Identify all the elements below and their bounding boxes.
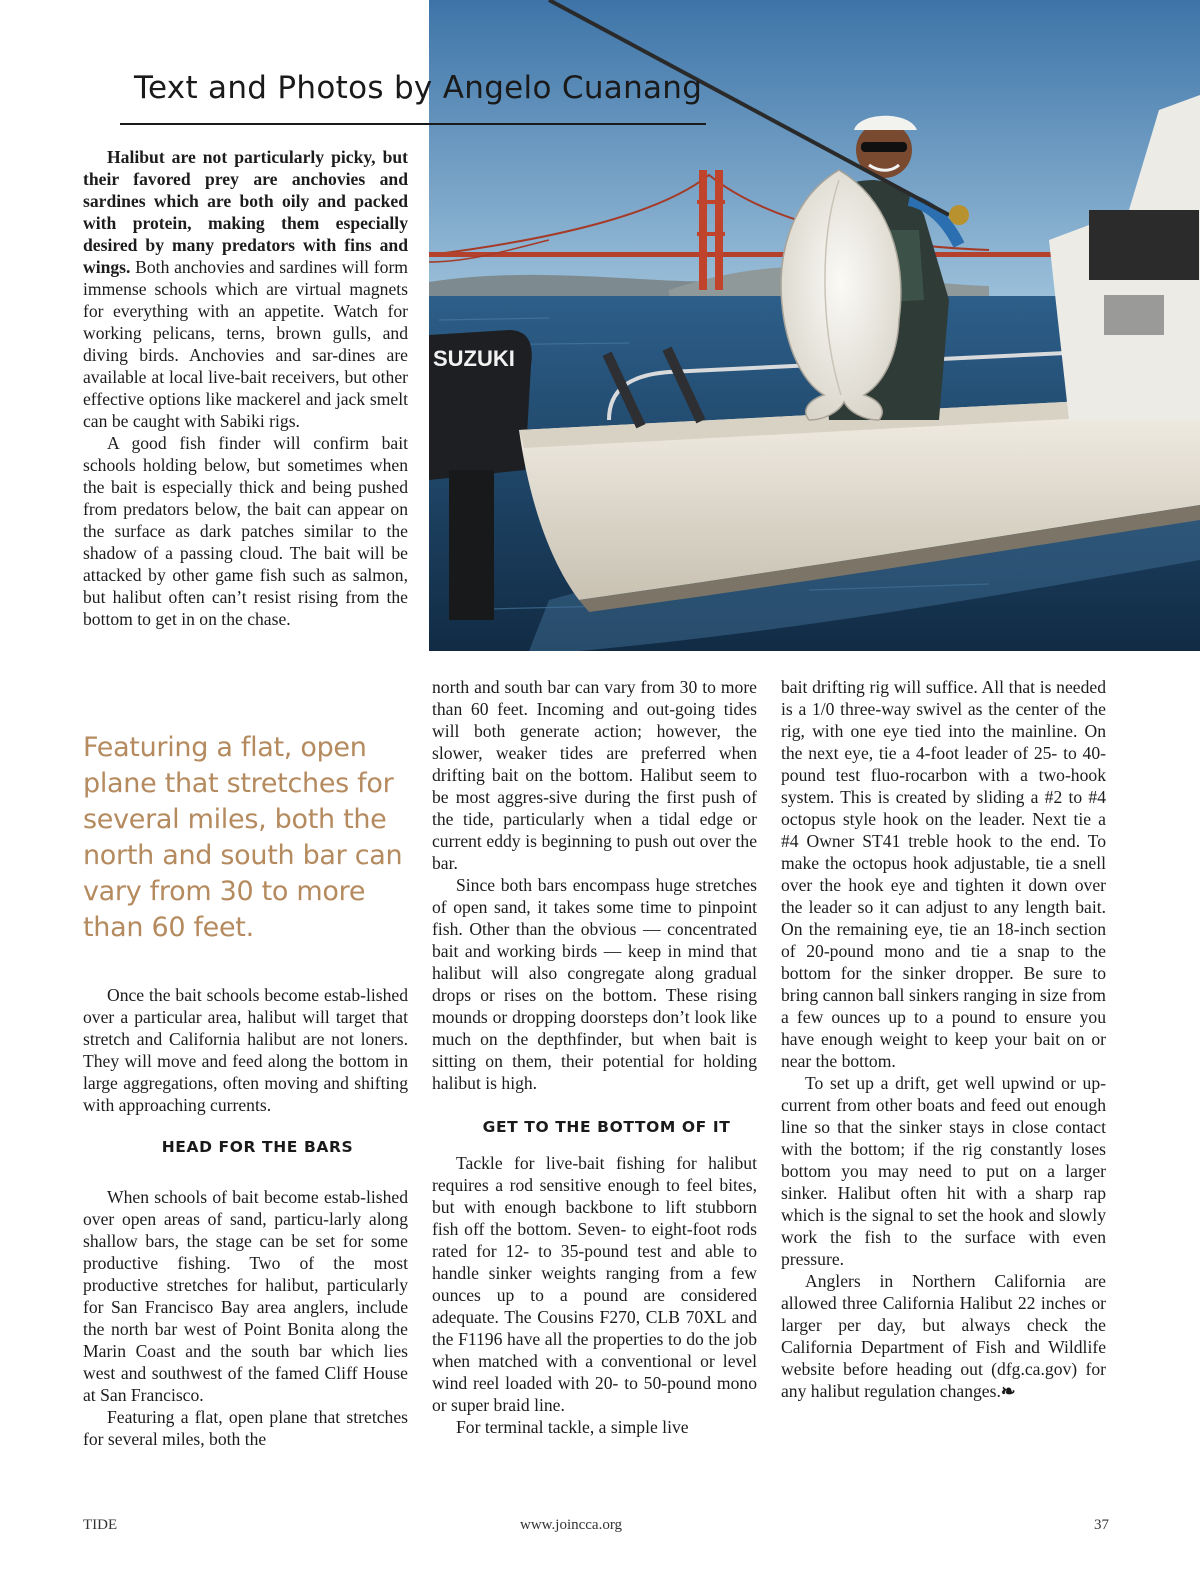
- subhead-get-to-the-bottom: GET TO THE BOTTOM OF IT: [482, 1118, 731, 1136]
- byline: Text and Photos by Angelo Cuanang: [134, 70, 703, 106]
- footer-magazine-name: TIDE: [83, 1517, 118, 1533]
- lead-bold-text: Halibut are not particularly picky, but their favored prey are anchovies and sardines which are both oily and packed with protein, making them especially desired by many predators with fins and wings.: [83, 147, 408, 277]
- col2-paragraph-4: For terminal tackle, a simple live: [456, 1417, 689, 1437]
- lead-paragraph: [83, 146, 408, 432]
- pull-quote: Featuring a flat, open plane that stretches for several miles, both the north and south bar can vary from 30 to more than 60 feet.: [83, 732, 403, 943]
- footer-website: www.joincca.org: [520, 1517, 623, 1533]
- byline-rule: [120, 123, 706, 125]
- col3-paragraph-2: To set up a drift, get well upwind or up-current from other boats and feed out enough line so that the sinker stays in close contact with the bottom; if the rig constantly loses bottom you may need to put on a larger sinker. Halibut often hit with a sharp rap which is the signal to set the hook and slowly work the fish to the surface with even pressure.: [781, 1073, 1106, 1269]
- column-2: [432, 676, 757, 1438]
- col3-paragraph-3-text: Anglers in Northern California are allowed three California Halibut 22 inches or larger per day, but always check the California Department of Fish and Wildlife website before heading out (dfg.ca.gov) for any halibut regulation changes.: [781, 1271, 1106, 1401]
- col1-paragraph-3: Once the bait schools become estab-lished over a particular area, halibut will target that stretch and California halibut are not loners. They will move and feed along the bottom in large aggregations, often moving and shifting with approaching currents.: [83, 985, 408, 1115]
- column-3: [781, 676, 1106, 1402]
- outboard-brand-label: SUZUKI: [433, 346, 515, 371]
- footer-page-number: 37: [1094, 1517, 1109, 1533]
- col1-paragraph-2: A good fish finder will confirm bait schools holding below, but sometimes when the bait is especially thick and being pushed from predators below, the bait can appear on the surface as dark patches similar to the shadow of a passing cloud. The bait will be attacked by other game fish such as salmon, but halibut often can’t resist rising from the bottom to get in on the chase.: [83, 433, 408, 629]
- subhead-head-for-the-bars: HEAD FOR THE BARS: [161, 1138, 354, 1156]
- lead-rest-text: Both anchovies and sardines will form immense schools which are virtual magnets for everything with an appetite. Watch for working pelicans, terns, brown gulls, and diving birds. Anchovies and sar-dines are available at local live-bait receivers, but other effective options like mackerel and jack smelt can be caught with Sabiki rigs.: [83, 257, 408, 431]
- col3-paragraph-1: bait drifting rig will suffice. All that is needed is a 1/0 three-way swivel as the center of the rig, with one eye tied into the mainline. On the next eye, tie a 4-foot leader of 25- to 40-pound test fluo-rocarbon with a two-hook system. This is created by sliding a #2 to #4 octopus style hook on the leader. Next tie a #4 Owner ST41 treble hook to the end. To make the octopus hook adjustable, tie a snell over the hook eye and tighten it down over the leader so it can adjust to any length bait. On the remaining eye, tie an 18-inch section of 20-pound mono and tie a snap to the bottom for the sinker dropper. Be sure to bring cannon ball sinkers ranging in size from a few ounces up to a pound to ensure you have enough weight to keep your bait on or near the bottom.: [781, 677, 1106, 1071]
- col2-paragraph-2: Since both bars encompass huge stretches of open sand, it takes some time to pinpoint fish. Other than the obvious — concentrated bait and working birds — keep in mind that halibut will also congregate along gradual drops or rises on the bottom. These rising mounds or dropping doorsteps don’t look like much on the depthfinder, but when bait is sitting on them, their potential for holding halibut is high.: [432, 875, 757, 1093]
- column-1-bottom: [83, 984, 408, 1450]
- col2-paragraph-3: Tackle for live-bait fishing for halibut requires a rod sensitive enough to feel bites, but with enough backbone to lift stubborn fish off the bottom. Seven- to eight-foot rods rated for 12- to 35-pound test and able to handle sinker weights ranging from a few ounces up to a pound are considered adequate. The Cousins F270, CLB 70XL and the F1196 have all the properties to do the job when matched with a conventional or level wind reel loaded with 20- to 50-pound mono or super braid line.: [432, 1153, 757, 1415]
- end-mark-icon: ❧: [1000, 1381, 1016, 1401]
- col1-paragraph-4: When schools of bait become estab-lished over open areas of sand, particu-larly along shallow bars, the stage can be set for some productive fishing. Two of the most productive stretches for halibut, particularly for San Francisco Bay area anglers, include the north bar west of Point Bonita along the Marin Coast and the south bar which lies west and southwest of the famed Cliff House at San Francisco.: [83, 1187, 408, 1405]
- col1-paragraph-5: Featuring a flat, open plane that stretches for several miles, both the: [83, 1407, 408, 1449]
- col3-paragraph-3: [781, 1270, 1106, 1402]
- column-1-top: [83, 146, 408, 630]
- col2-paragraph-1: north and south bar can vary from 30 to more than 60 feet. Incoming and out-going tides will both generate action; however, the slower, weaker tides are preferred when drifting bait on the bottom. Halibut seem to be most aggres-sive during the first push of the tide, particularly when a tidal edge or current eddy is beginning to push out over the bar.: [432, 677, 757, 873]
